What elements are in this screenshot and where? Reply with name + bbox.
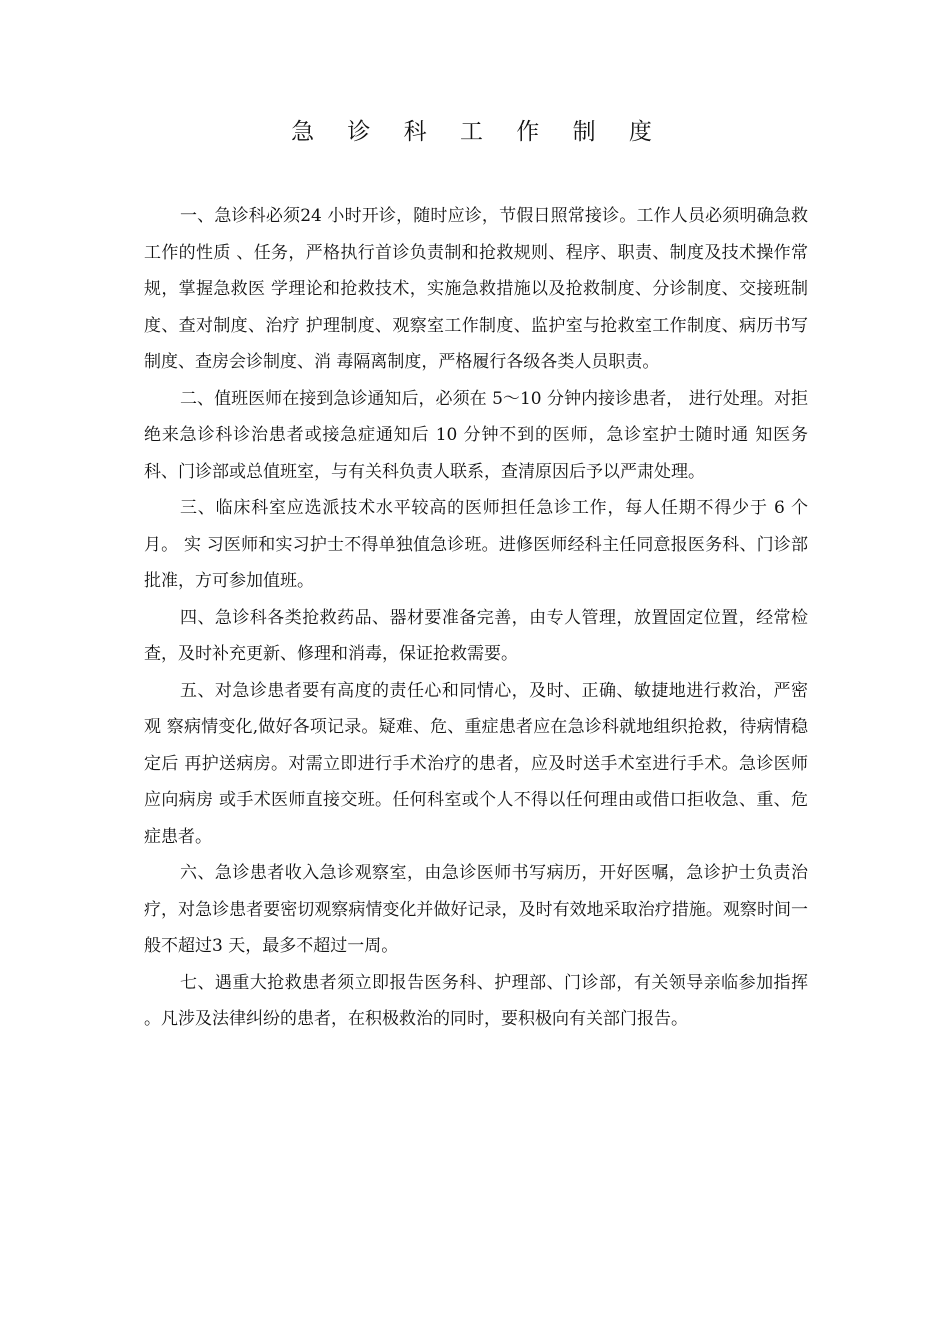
- paragraph-2: 二、值班医师在接到急诊通知后，必须在 5～10 分钟内接诊患者， 进行处理。对拒绝来急诊科诊治患者或接急症通知后 10 分钟不到的医师，急诊室护士随时通 知医务科、门诊部或总值班室，与有关科负责人联系，查清原因后予以严肃处理。: [144, 388, 808, 482]
- document-body: [144, 198, 808, 1038]
- paragraph-4: 四、急诊科各类抢救药品、器材要准备完善，由专人管理，放置固定位置，经常检 查，及时补充更新、修理和消毒，保证抢救需要。: [144, 607, 808, 664]
- paragraph-7: 七、遇重大抢救患者须立即报告医务科、护理部、门诊部，有关领导亲临参加指挥 。凡涉及法律纠纷的患者，在积极救治的同时，要积极向有关部门报告。: [144, 972, 808, 1029]
- paragraph-5: 五、对急诊患者要有高度的责任心和同情心，及时、正确、敏捷地进行救治，严密 观 察病情变化,做好各项记录。疑难、危、重症患者应在急诊科就地组织抢救，待病情稳定后 再护送病房。对需立即进行手术治疗的患者，应及时送手术室进行手术。急诊医师应向病房 或手术医师直接交班。任何科室或个人不得以任何理由或借口拒收急、重、危症患者。: [144, 680, 808, 847]
- paragraph-6: 六、急诊患者收入急诊观察室，由急诊医师书写病历，开好医嘱，急诊护士负责治 疗，对急诊患者要密切观察病情变化并做好记录，及时有效地采取治疗措施。观察时间一般不超过3 天，最多不超过一周。: [144, 863, 808, 956]
- paragraph-1: 一、急诊科必须24 小时开诊，随时应诊，节假日照常接诊。工作人员必须明确急救 工作的性质 、任务，严格执行首诊负责制和抢救规则、程序、职责、制度及技术操作常规，掌握急救医 学理论和抢救技术，实施急救措施以及抢救制度、分诊制度、交接班制度、查对制度、治疗 护理制度、观察室工作制度、监护室与抢救室工作制度、病历书写制度、查房会诊制度、消 毒隔离制度，严格履行各级各类人员职责。: [144, 206, 808, 372]
- document-title: 急 诊 科 工 作 制 度: [291, 119, 665, 145]
- paragraph-3: 三、临床科室应选派技术水平较高的医师担任急诊工作，每人任期不得少于 6 个月。 实 习医师和实习护士不得单独值急诊班。进修医师经科主任同意报医务科、门诊部批准，方可参加值班。: [144, 498, 808, 591]
